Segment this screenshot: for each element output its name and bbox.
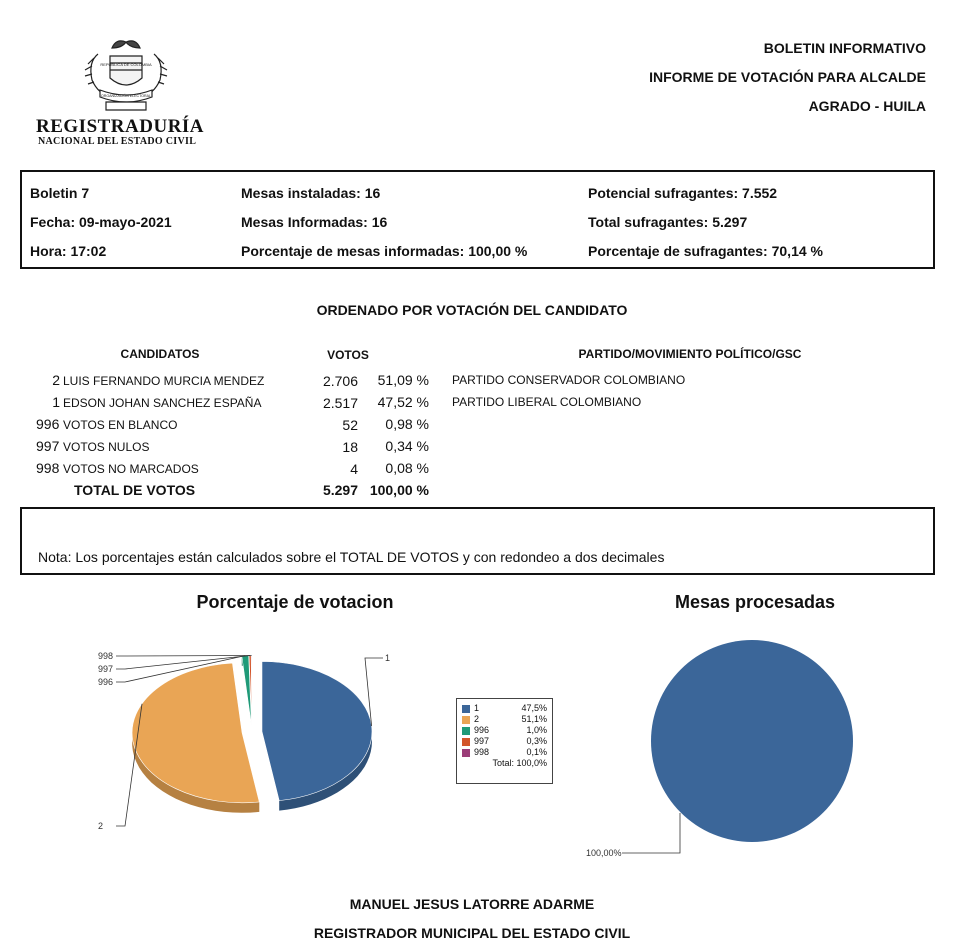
legend-label: 1 [474,703,480,713]
legend-value: 47,5% [521,703,547,713]
legend-item [462,725,547,736]
legend-label: 997 [474,736,490,746]
candidate-party: PARTIDO LIBERAL COLOMBIANO [452,395,642,409]
legend-swatch [462,738,470,746]
report-subtitle: INFORME DE VOTACIÓN PARA ALCALDE [649,69,926,85]
registraduria-logo [36,36,216,148]
info-box [20,170,935,269]
candidate-votes: 4 [350,461,358,477]
legend-item [462,747,547,758]
pie-label: 100,00% [586,848,622,858]
section-title: ORDENADO POR VOTACIÓN DEL CANDIDATO [316,302,628,318]
chart-title-mesas: Mesas procesadas [674,592,836,612]
signer-name: MANUEL JESUS LATORRE ADARME [349,896,595,912]
candidate-votes: 2.706 [322,373,358,389]
report-title: BOLETIN INFORMATIVO [763,40,926,56]
legend-label: 996 [474,725,490,735]
boletin-number: Boletin 7 [30,185,90,201]
candidate-party: PARTIDO CONSERVADOR COLOMBIANO [452,373,686,387]
pie-slice-mesas [651,640,853,842]
legend-swatch [462,749,470,757]
legend-value: 0,3% [526,736,547,746]
col-header-candidatos: CANDIDATOS [120,347,200,361]
chart-legend [456,698,553,784]
total-row [0,481,969,501]
pie-slice-1 [262,661,372,800]
candidate-votes: 18 [342,439,358,455]
report-location: AGRADO - HUILA [808,98,926,114]
pie-label: 996 [98,677,114,687]
legend-value: 1,0% [526,725,547,735]
candidate-name: VOTOS NULOS [63,440,150,454]
col-header-votos: VOTOS [327,348,369,362]
candidate-name: LUIS FERNANDO MURCIA MENDEZ [63,374,265,388]
report-date: Fecha: 09-mayo-2021 [30,214,172,230]
pie-label: 1 [385,653,391,663]
pie-label: 997 [98,664,114,674]
candidate-votes: 2.517 [322,395,358,411]
legend-item [462,714,547,725]
candidate-name: VOTOS NO MARCADOS [63,462,199,476]
logo-name: REGISTRADURÍA [36,116,205,137]
mesas-informadas: Mesas Informadas: 16 [241,214,388,230]
emblem-text-bottom: ORGANIZACIÓN ELECTORAL [100,94,152,98]
candidate-pct: 51,09 % [377,372,429,388]
porcentaje-mesas: Porcentaje de mesas informadas: 100,00 % [241,243,528,259]
porcentaje-sufragantes: Porcentaje de sufragantes: 70,14 % [588,243,823,259]
legend-label: 2 [474,714,480,724]
total-label: TOTAL DE VOTOS [74,482,196,498]
legend-value: 0,1% [526,747,547,757]
legend-item [462,703,547,714]
pie-chart-votacion [80,640,500,870]
candidate-pct: 0,34 % [385,438,429,454]
note-box [20,507,935,575]
pie-label: 2 [98,821,104,831]
signer-role: REGISTRADOR MUNICIPAL DEL ESTADO CIVIL [313,925,631,941]
leader-line [622,813,680,853]
candidate-pct: 0,08 % [385,460,429,476]
report-time: Hora: 17:02 [30,243,107,259]
pie-label: 998 [98,651,114,661]
total-sufragantes: Total sufragantes: 5.297 [588,214,748,230]
legend-value: 51,1% [521,714,547,724]
legend-item [462,736,547,747]
note-text: Nota: Los porcentajes están calculados sobre el TOTAL DE VOTOS y con redondeo a dos decimales [38,549,665,565]
table-row [0,460,969,480]
col-header-partido: PARTIDO/MOVIMIENTO POLÍTICO/GSC [578,347,802,361]
candidate-pct: 47,52 % [377,394,429,410]
candidate-code: 996 [36,416,60,432]
mesas-instaladas: Mesas instaladas: 16 [241,185,381,201]
legend-swatch [462,716,470,724]
potencial-sufragantes: Potencial sufragantes: 7.552 [588,185,778,201]
emblem-text-top: REPÚBLICA DE COLOMBIA [100,62,152,67]
candidate-code: 2 [52,372,60,388]
candidate-code: 998 [36,460,60,476]
candidate-code: 997 [36,438,60,454]
legend-swatch [462,727,470,735]
legend-swatch [462,705,470,713]
chart-title-votacion: Porcentaje de votacion [196,592,394,612]
table-row [0,416,969,436]
total-pct: 100,00 % [369,482,429,498]
leader-line [116,656,252,657]
legend-total-value: 100,0% [516,758,547,768]
candidate-code: 1 [52,394,60,410]
coat-of-arms-icon [36,36,216,116]
legend-total-label: Total: [492,758,514,768]
total-votes: 5.297 [322,482,358,498]
candidate-pct: 0,98 % [385,416,429,432]
logo-subtitle: NACIONAL DEL ESTADO CIVIL [38,136,197,147]
table-row [0,438,969,458]
table-row [0,372,969,392]
candidate-name: EDSON JOHAN SANCHEZ ESPAÑA [63,396,262,410]
pie-chart-mesas [570,630,900,870]
candidate-name: VOTOS EN BLANCO [63,418,178,432]
legend-label: 998 [474,747,490,757]
table-row [0,394,969,414]
candidate-votes: 52 [342,417,358,433]
